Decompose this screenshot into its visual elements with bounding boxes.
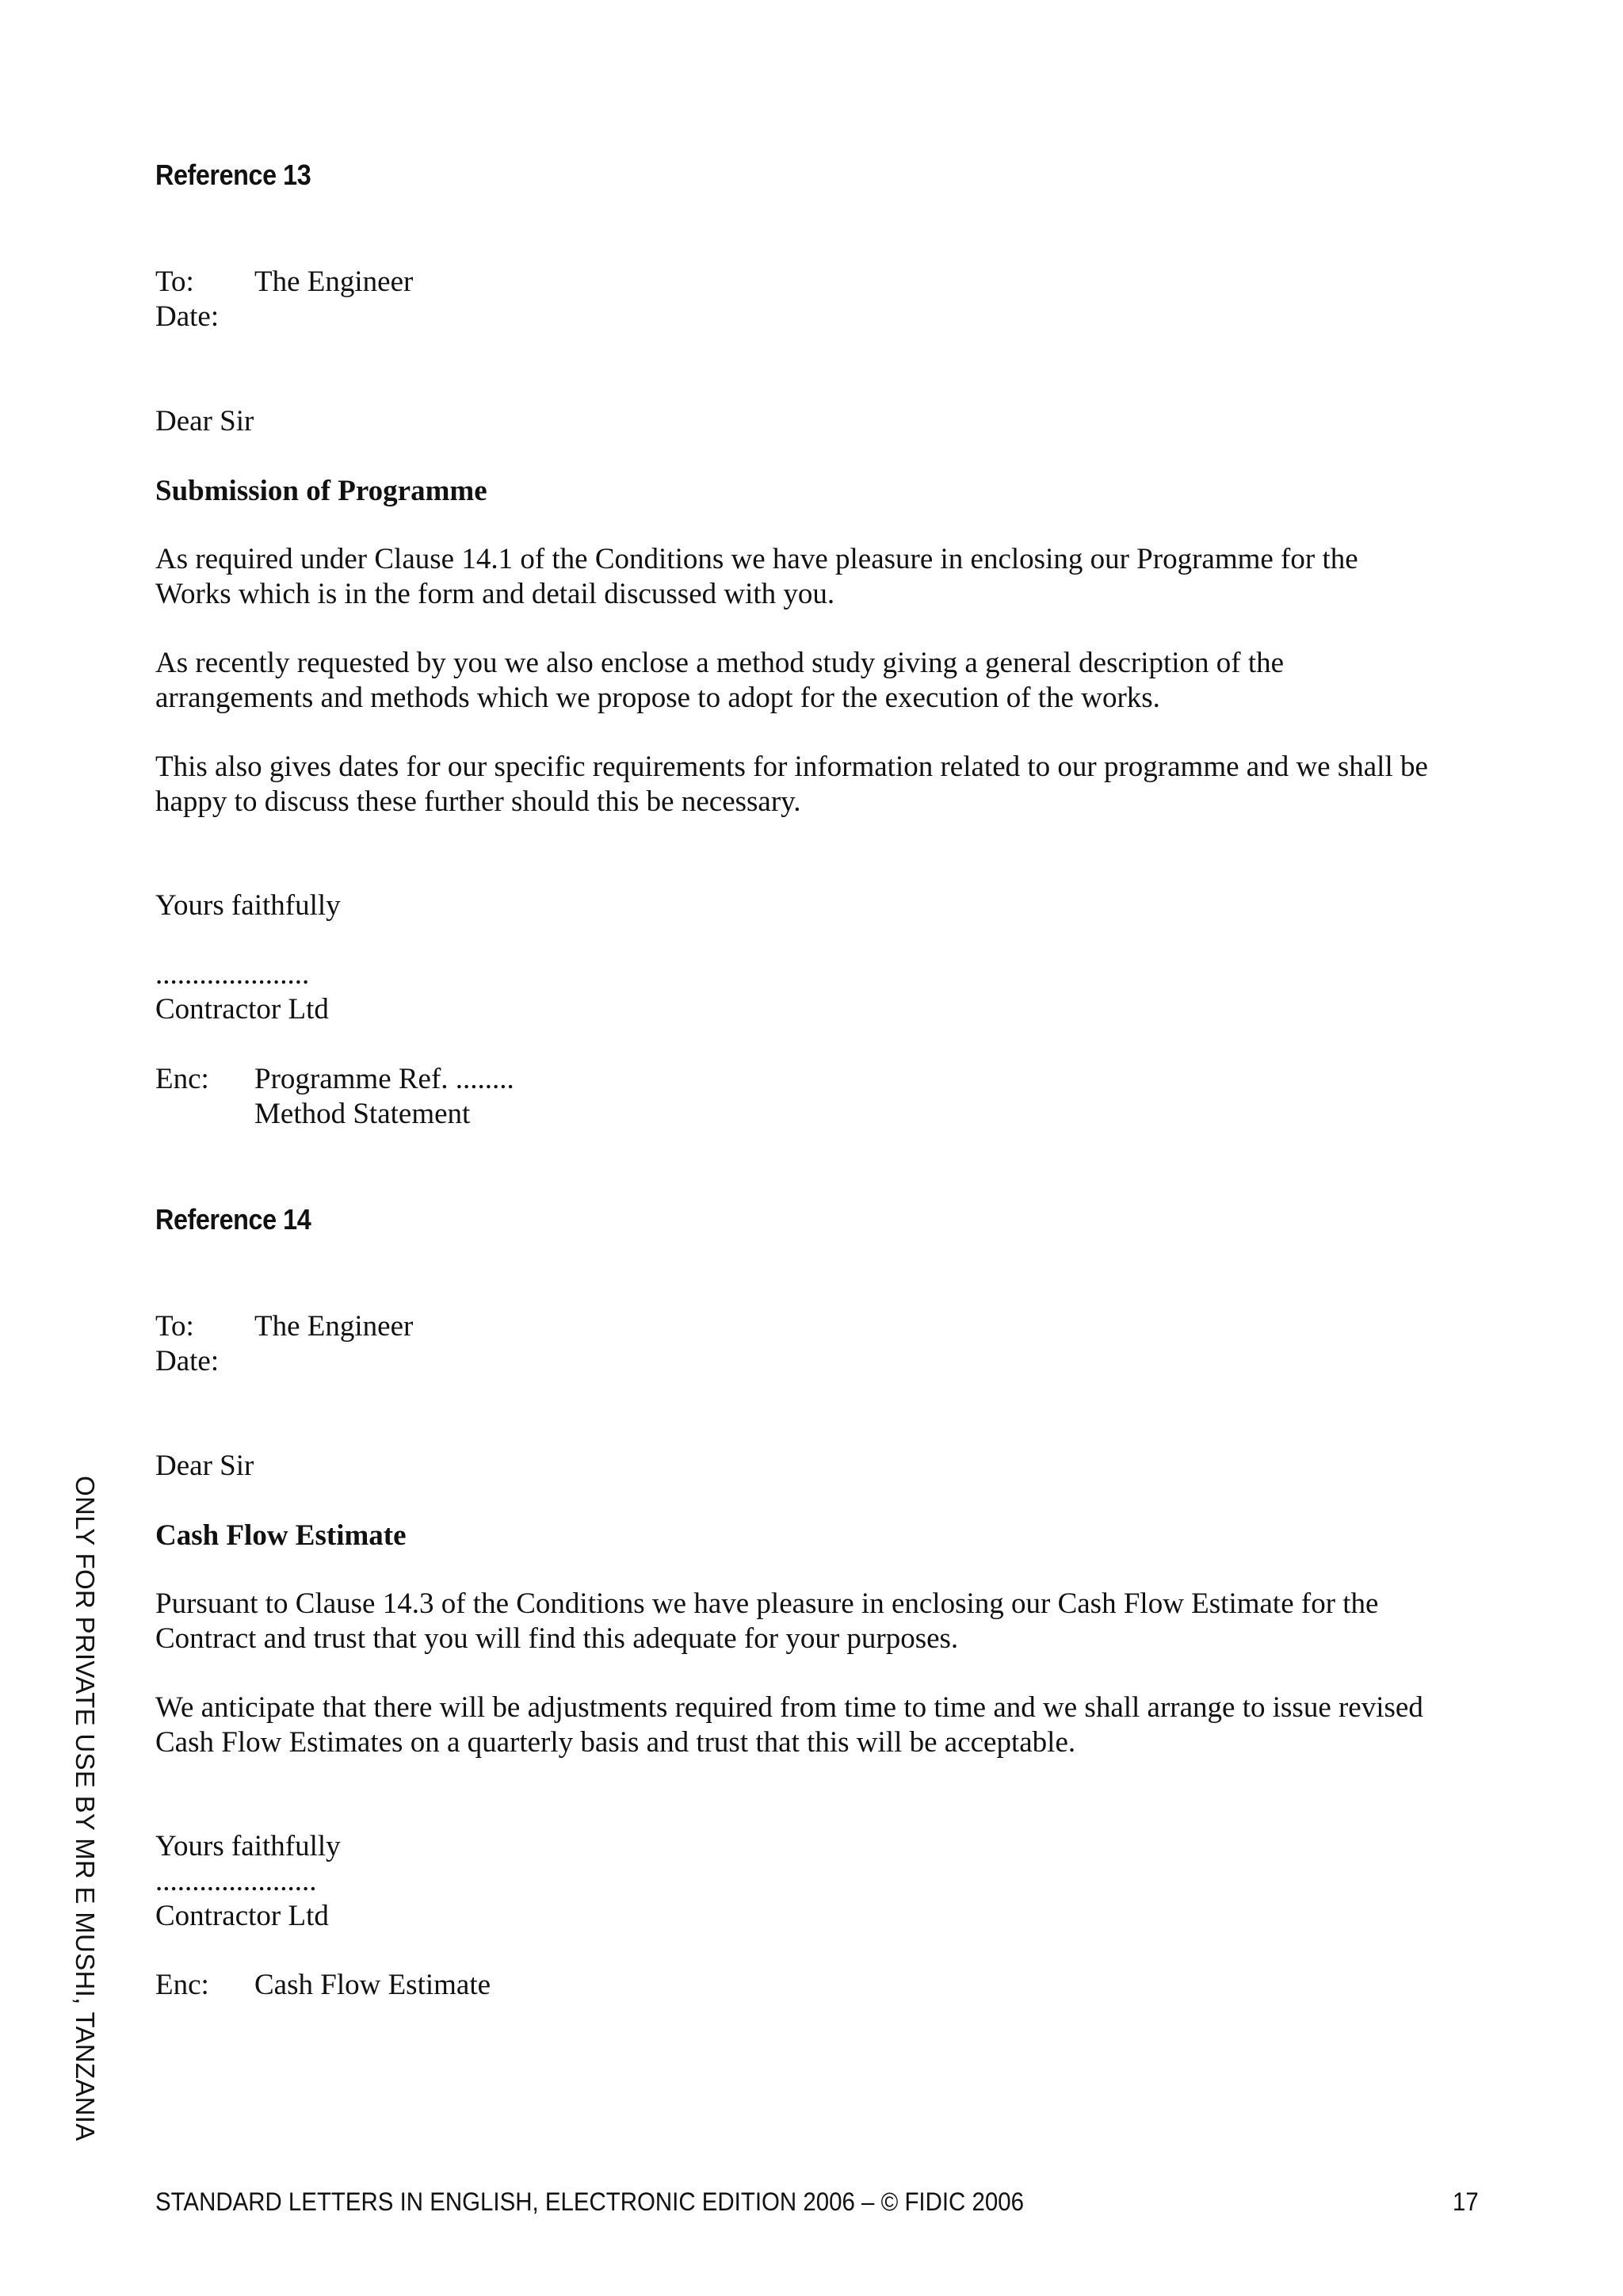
enclosure-label: Enc:: [155, 1063, 209, 1095]
date-label: Date:: [155, 300, 220, 333]
paragraph-line: happy to discuss these further should this be necessary.: [155, 785, 801, 818]
enclosure-item: Programme Ref. ........: [254, 1063, 514, 1095]
salutation: Dear Sir: [155, 405, 254, 437]
signatory: Contractor Ltd: [155, 993, 329, 1026]
paragraph-line: This also gives dates for our specific requirements for information related to our programme and we shall be: [155, 751, 1428, 783]
paragraph-line: Contract and trust that you will find this adequate for your purposes.: [155, 1622, 959, 1655]
to-label: To:: [155, 266, 194, 298]
footer-text: STANDARD LETTERS IN ENGLISH, ELECTRONIC EDITION 2006 – © FIDIC 2006: [155, 2187, 1024, 2216]
paragraph: [155, 1587, 1487, 1656]
private-use-notice: ONLY FOR PRIVATE USE BY MR E MUSHI, TANZANIA: [71, 1476, 100, 2141]
paragraph-line: Cash Flow Estimates on a quarterly basis and trust that this will be acceptable.: [155, 1726, 1076, 1759]
page-number: 17: [1453, 2187, 1479, 2216]
subject-line: Cash Flow Estimate: [155, 1519, 407, 1552]
enclosure-label: Enc:: [155, 1969, 209, 2001]
paragraph-line: Pursuant to Clause 14.3 of the Conditions we have pleasure in enclosing our Cash Flow Estimate for the: [155, 1587, 1379, 1620]
salutation: Dear Sir: [155, 1450, 254, 1482]
paragraph-line: Works which is in the form and detail discussed with you.: [155, 578, 835, 610]
reference-14-heading: Reference 14: [155, 1203, 311, 1236]
subject-line: Submission of Programme: [155, 475, 487, 507]
paragraph-line: As recently requested by you we also enclose a method study giving a general description of the: [155, 647, 1285, 679]
paragraph-line: arrangements and methods which we propose to adopt for the execution of the works.: [155, 682, 1160, 714]
paragraph: [155, 542, 1487, 612]
signature-line: .....................: [155, 958, 310, 991]
to-label: To:: [155, 1310, 194, 1343]
paragraph: [155, 750, 1487, 819]
date-label: Date:: [155, 1345, 220, 1377]
paragraph-line: We anticipate that there will be adjustments required from time to time and we shall arrange to issue revised: [155, 1691, 1423, 1724]
enclosure-item: Cash Flow Estimate: [254, 1969, 491, 2001]
signature-line: ......................: [155, 1865, 317, 1897]
enclosure-item: Method Statement: [254, 1098, 471, 1130]
to-value: The Engineer: [254, 266, 414, 298]
paragraph-line: As required under Clause 14.1 of the Conditions we have pleasure in enclosing our Programme for the: [155, 543, 1358, 575]
closing: Yours faithfully: [155, 1830, 341, 1862]
reference-13-heading: Reference 13: [155, 159, 311, 191]
to-value: The Engineer: [254, 1310, 414, 1343]
paragraph: [155, 1690, 1487, 1760]
signatory: Contractor Ltd: [155, 1900, 329, 1932]
closing: Yours faithfully: [155, 889, 341, 922]
paragraph: [155, 646, 1487, 716]
